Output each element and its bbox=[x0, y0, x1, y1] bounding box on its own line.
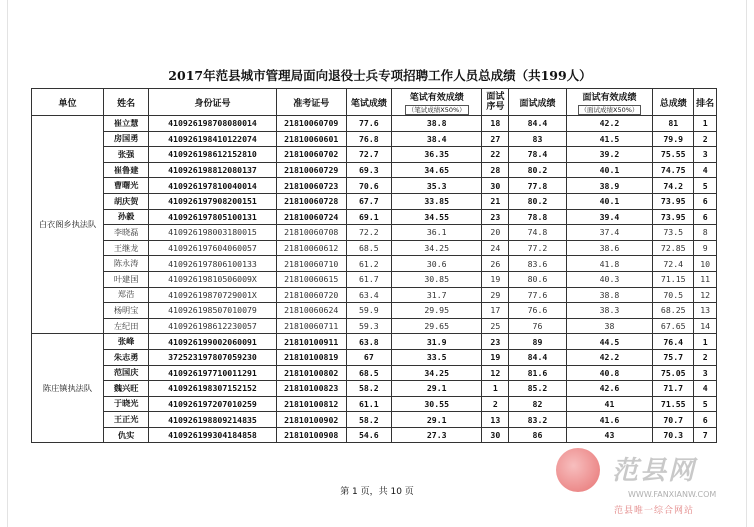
cell-interview-effective: 39.4 bbox=[566, 209, 652, 225]
cell-written-effective: 33.5 bbox=[391, 349, 482, 365]
cell-interview: 84.4 bbox=[509, 116, 567, 132]
cell-written-effective: 29.95 bbox=[391, 303, 482, 319]
cell-ticket: 21810060728 bbox=[276, 193, 346, 209]
cell-id: 410926199304184858 bbox=[149, 427, 277, 443]
cell-seq: 25 bbox=[482, 318, 509, 334]
watermark-brand: 范县网 bbox=[612, 456, 697, 486]
cell-seq: 22 bbox=[482, 147, 509, 163]
cell-written-effective: 29.1 bbox=[391, 412, 482, 428]
cell-written: 61.1 bbox=[346, 396, 391, 412]
header-interview-effective-label: 面试有效成绩 bbox=[582, 93, 637, 103]
cell-total: 72.85 bbox=[653, 240, 694, 256]
cell-total: 72.4 bbox=[653, 256, 694, 272]
cell-seq: 12 bbox=[482, 365, 509, 381]
table-row bbox=[32, 147, 717, 163]
table-row bbox=[32, 303, 717, 319]
score-table bbox=[31, 88, 717, 443]
cell-total: 79.9 bbox=[653, 131, 694, 147]
cell-interview-effective: 40.1 bbox=[566, 193, 652, 209]
table-row bbox=[32, 240, 717, 256]
cell-id: 410926197207010259 bbox=[149, 396, 277, 412]
cell-written: 67.7 bbox=[346, 193, 391, 209]
cell-written: 59.3 bbox=[346, 318, 391, 334]
cell-rank: 6 bbox=[694, 412, 717, 428]
cell-written: 72.7 bbox=[346, 147, 391, 163]
cell-written: 61.7 bbox=[346, 271, 391, 287]
cell-interview-effective: 42.2 bbox=[566, 349, 652, 365]
cell-interview-effective: 40.1 bbox=[566, 162, 652, 178]
cell-written-effective: 35.3 bbox=[391, 178, 482, 194]
cell-interview-effective: 42.6 bbox=[566, 381, 652, 397]
cell-written-effective: 34.25 bbox=[391, 240, 482, 256]
cell-interview: 85.2 bbox=[509, 381, 567, 397]
cell-written: 69.3 bbox=[346, 162, 391, 178]
header-seq-label: 面试序号 bbox=[486, 92, 505, 112]
cell-id: 410926197710011291 bbox=[149, 365, 277, 381]
cell-interview-effective: 41.8 bbox=[566, 256, 652, 272]
cell-name: 杨明宝 bbox=[103, 303, 148, 319]
page-footer: 第 1 页，共 10 页 bbox=[340, 487, 414, 497]
cell-unit: 陈庄镇执法队 bbox=[32, 334, 104, 443]
header-ticket: 准考证号 bbox=[276, 89, 346, 116]
cell-written-effective: 34.65 bbox=[391, 162, 482, 178]
table-body bbox=[32, 116, 717, 443]
table-row bbox=[32, 349, 717, 365]
cell-seq: 28 bbox=[482, 162, 509, 178]
cell-written-effective: 31.9 bbox=[391, 334, 482, 350]
cell-total: 74.2 bbox=[653, 178, 694, 194]
cell-interview: 77.6 bbox=[509, 287, 567, 303]
cell-rank: 1 bbox=[694, 116, 717, 132]
cell-seq: 19 bbox=[482, 271, 509, 287]
cell-rank: 12 bbox=[694, 287, 717, 303]
cell-total: 74.75 bbox=[653, 162, 694, 178]
cell-rank: 11 bbox=[694, 271, 717, 287]
cell-interview: 80.2 bbox=[509, 193, 567, 209]
cell-ticket: 21810060612 bbox=[276, 240, 346, 256]
cell-ticket: 21810060624 bbox=[276, 303, 346, 319]
cell-interview-effective: 38.8 bbox=[566, 287, 652, 303]
cell-interview-effective: 42.2 bbox=[566, 116, 652, 132]
cell-interview: 74.8 bbox=[509, 225, 567, 241]
cell-name: 左纪田 bbox=[103, 318, 148, 334]
cell-interview: 78.8 bbox=[509, 209, 567, 225]
cell-written: 67 bbox=[346, 349, 391, 365]
cell-total: 70.5 bbox=[653, 287, 694, 303]
cell-written: 76.8 bbox=[346, 131, 391, 147]
cell-ticket: 21810060710 bbox=[276, 256, 346, 272]
cell-written-effective: 29.1 bbox=[391, 381, 482, 397]
cell-total: 73.5 bbox=[653, 225, 694, 241]
cell-rank: 5 bbox=[694, 396, 717, 412]
cell-written: 58.2 bbox=[346, 412, 391, 428]
table-row bbox=[32, 209, 717, 225]
cell-ticket: 21810060711 bbox=[276, 318, 346, 334]
cell-rank: 4 bbox=[694, 162, 717, 178]
cell-id: 410926197806100133 bbox=[149, 256, 277, 272]
table-row bbox=[32, 287, 717, 303]
cell-seq: 30 bbox=[482, 427, 509, 443]
cell-ticket: 21810060723 bbox=[276, 178, 346, 194]
cell-ticket: 21810100908 bbox=[276, 427, 346, 443]
cell-written-effective: 34.25 bbox=[391, 365, 482, 381]
cell-id: 410926198812080137 bbox=[149, 162, 277, 178]
cell-written-effective: 38.4 bbox=[391, 131, 482, 147]
cell-interview: 81.6 bbox=[509, 365, 567, 381]
cell-name: 范国庆 bbox=[103, 365, 148, 381]
cell-seq: 23 bbox=[482, 209, 509, 225]
cell-interview: 83 bbox=[509, 131, 567, 147]
cell-id: 410926198612152810 bbox=[149, 147, 277, 163]
cell-written: 54.6 bbox=[346, 427, 391, 443]
header-written-effective bbox=[391, 89, 482, 116]
header-unit: 单位 bbox=[32, 89, 104, 116]
cell-ticket: 21810060708 bbox=[276, 225, 346, 241]
cell-seq: 19 bbox=[482, 349, 509, 365]
cell-ticket: 21810100812 bbox=[276, 396, 346, 412]
cell-seq: 30 bbox=[482, 178, 509, 194]
cell-interview: 77.8 bbox=[509, 178, 567, 194]
cell-seq: 29 bbox=[482, 287, 509, 303]
cell-written: 72.2 bbox=[346, 225, 391, 241]
cell-written-effective: 34.55 bbox=[391, 209, 482, 225]
cell-id: 410926198507010079 bbox=[149, 303, 277, 319]
cell-total: 70.3 bbox=[653, 427, 694, 443]
cell-name: 郑浩 bbox=[103, 287, 148, 303]
table-row bbox=[32, 365, 717, 381]
cell-interview: 89 bbox=[509, 334, 567, 350]
cell-name: 张强 bbox=[103, 147, 148, 163]
cell-written: 69.1 bbox=[346, 209, 391, 225]
cell-name: 张峰 bbox=[103, 334, 148, 350]
cell-written: 63.8 bbox=[346, 334, 391, 350]
cell-rank: 5 bbox=[694, 178, 717, 194]
cell-total: 81 bbox=[653, 116, 694, 132]
cell-id: 410926199002060091 bbox=[149, 334, 277, 350]
table-row bbox=[32, 131, 717, 147]
table-row bbox=[32, 225, 717, 241]
table-row bbox=[32, 256, 717, 272]
header-id: 身份证号 bbox=[149, 89, 277, 116]
cell-seq: 26 bbox=[482, 256, 509, 272]
header-interview: 面试成绩 bbox=[509, 89, 567, 116]
cell-interview-effective: 37.4 bbox=[566, 225, 652, 241]
cell-name: 李晓磊 bbox=[103, 225, 148, 241]
cell-rank: 2 bbox=[694, 349, 717, 365]
cell-interview: 78.4 bbox=[509, 147, 567, 163]
cell-written: 68.5 bbox=[346, 240, 391, 256]
cell-name: 房国勇 bbox=[103, 131, 148, 147]
cell-interview-effective: 40.3 bbox=[566, 271, 652, 287]
header-written: 笔试成绩 bbox=[346, 89, 391, 116]
cell-name: 孙毅 bbox=[103, 209, 148, 225]
header-written-effective-formula: （笔试成绩X50%） bbox=[405, 105, 469, 115]
cell-interview: 76 bbox=[509, 318, 567, 334]
cell-id: 372523197807059230 bbox=[149, 349, 277, 365]
cell-written: 77.6 bbox=[346, 116, 391, 132]
cell-written-effective: 30.6 bbox=[391, 256, 482, 272]
cell-seq: 13 bbox=[482, 412, 509, 428]
cell-ticket: 21810060702 bbox=[276, 147, 346, 163]
cell-seq: 24 bbox=[482, 240, 509, 256]
table-row bbox=[32, 412, 717, 428]
cell-id: 410926197805100131 bbox=[149, 209, 277, 225]
cell-name: 王正光 bbox=[103, 412, 148, 428]
cell-total: 76.4 bbox=[653, 334, 694, 350]
table-row bbox=[32, 381, 717, 397]
cell-seq: 27 bbox=[482, 131, 509, 147]
cell-written-effective: 31.7 bbox=[391, 287, 482, 303]
cell-name: 朱志勇 bbox=[103, 349, 148, 365]
cell-interview-effective: 38.3 bbox=[566, 303, 652, 319]
cell-written-effective: 30.55 bbox=[391, 396, 482, 412]
cell-interview-effective: 38 bbox=[566, 318, 652, 334]
cell-ticket: 21810100911 bbox=[276, 334, 346, 350]
cell-written-effective: 29.65 bbox=[391, 318, 482, 334]
cell-rank: 14 bbox=[694, 318, 717, 334]
cell-total: 71.55 bbox=[653, 396, 694, 412]
cell-rank: 6 bbox=[694, 193, 717, 209]
cell-interview-effective: 38.9 bbox=[566, 178, 652, 194]
cell-rank: 7 bbox=[694, 427, 717, 443]
cell-ticket: 21810060724 bbox=[276, 209, 346, 225]
cell-ticket: 21810060615 bbox=[276, 271, 346, 287]
cell-total: 73.95 bbox=[653, 209, 694, 225]
cell-rank: 4 bbox=[694, 381, 717, 397]
cell-ticket: 21810100902 bbox=[276, 412, 346, 428]
cell-ticket: 21810100819 bbox=[276, 349, 346, 365]
cell-seq: 1 bbox=[482, 381, 509, 397]
table-row bbox=[32, 116, 717, 132]
cell-id: 410926198809214835 bbox=[149, 412, 277, 428]
header-rank: 排名 bbox=[694, 89, 717, 116]
cell-written-effective: 33.85 bbox=[391, 193, 482, 209]
cell-ticket: 21810060720 bbox=[276, 287, 346, 303]
cell-total: 70.7 bbox=[653, 412, 694, 428]
cell-seq: 21 bbox=[482, 193, 509, 209]
cell-id: 410926198307152152 bbox=[149, 381, 277, 397]
document-title: 2017年范县城市管理局面向退役士兵专项招聘工作人员总成绩（共199人） bbox=[168, 68, 592, 83]
cell-rank: 6 bbox=[694, 209, 717, 225]
cell-unit: 白衣阁乡执法队 bbox=[32, 116, 104, 334]
cell-written-effective: 38.8 bbox=[391, 116, 482, 132]
cell-name: 王继龙 bbox=[103, 240, 148, 256]
cell-interview: 80.2 bbox=[509, 162, 567, 178]
cell-name: 崔立慧 bbox=[103, 116, 148, 132]
cell-interview: 83.6 bbox=[509, 256, 567, 272]
cell-interview: 86 bbox=[509, 427, 567, 443]
cell-name: 曹曙光 bbox=[103, 178, 148, 194]
header-interview-effective bbox=[566, 89, 652, 116]
cell-written: 59.9 bbox=[346, 303, 391, 319]
cell-id: 410926197810040014 bbox=[149, 178, 277, 194]
cell-id: 410926198003180015 bbox=[149, 225, 277, 241]
table-row bbox=[32, 193, 717, 209]
cell-name: 魏兴旺 bbox=[103, 381, 148, 397]
cell-total: 68.25 bbox=[653, 303, 694, 319]
table-row bbox=[32, 318, 717, 334]
cell-interview: 76.6 bbox=[509, 303, 567, 319]
table-row bbox=[32, 396, 717, 412]
watermark-slogan: 范县唯一综合网站 bbox=[614, 506, 695, 516]
cell-interview-effective: 41.5 bbox=[566, 131, 652, 147]
cell-total: 71.15 bbox=[653, 271, 694, 287]
cell-total: 71.7 bbox=[653, 381, 694, 397]
cell-rank: 1 bbox=[694, 334, 717, 350]
cell-written: 63.4 bbox=[346, 287, 391, 303]
cell-id: 410926198612230057 bbox=[149, 318, 277, 334]
cell-interview-effective: 39.2 bbox=[566, 147, 652, 163]
cell-written-effective: 36.1 bbox=[391, 225, 482, 241]
cell-ticket: 21810060601 bbox=[276, 131, 346, 147]
cell-rank: 9 bbox=[694, 240, 717, 256]
watermark-url: WWW.FANXIANW.COM bbox=[628, 490, 717, 499]
cell-name: 仇实 bbox=[103, 427, 148, 443]
header-total: 总成绩 bbox=[653, 89, 694, 116]
cell-written: 58.2 bbox=[346, 381, 391, 397]
cell-seq: 17 bbox=[482, 303, 509, 319]
header-written-effective-label: 笔试有效成绩 bbox=[409, 93, 464, 103]
cell-id: 410926198708080014 bbox=[149, 116, 277, 132]
cell-interview-effective: 40.8 bbox=[566, 365, 652, 381]
watermark-logo-icon bbox=[556, 448, 600, 492]
table-header-row bbox=[32, 89, 717, 116]
cell-interview: 80.6 bbox=[509, 271, 567, 287]
header-interview-effective-formula: （面试成绩X50%） bbox=[578, 105, 642, 115]
cell-interview: 77.2 bbox=[509, 240, 567, 256]
table-row bbox=[32, 162, 717, 178]
cell-interview: 83.2 bbox=[509, 412, 567, 428]
cell-interview-effective: 41 bbox=[566, 396, 652, 412]
cell-id: 410926197908200151 bbox=[149, 193, 277, 209]
cell-id: 410926198410122074 bbox=[149, 131, 277, 147]
cell-rank: 2 bbox=[694, 131, 717, 147]
cell-interview-effective: 41.6 bbox=[566, 412, 652, 428]
cell-interview-effective: 44.5 bbox=[566, 334, 652, 350]
table-row bbox=[32, 271, 717, 287]
watermark bbox=[540, 440, 740, 520]
cell-interview-effective: 43 bbox=[566, 427, 652, 443]
header-seq bbox=[482, 89, 509, 116]
cell-seq: 18 bbox=[482, 116, 509, 132]
cell-total: 73.95 bbox=[653, 193, 694, 209]
cell-name: 叶建国 bbox=[103, 271, 148, 287]
cell-written-effective: 27.3 bbox=[391, 427, 482, 443]
cell-total: 67.65 bbox=[653, 318, 694, 334]
cell-ticket: 21810100823 bbox=[276, 381, 346, 397]
cell-written: 61.2 bbox=[346, 256, 391, 272]
cell-rank: 13 bbox=[694, 303, 717, 319]
cell-rank: 10 bbox=[694, 256, 717, 272]
cell-interview: 82 bbox=[509, 396, 567, 412]
cell-ticket: 21810100802 bbox=[276, 365, 346, 381]
table-row bbox=[32, 178, 717, 194]
cell-name: 崔鲁建 bbox=[103, 162, 148, 178]
header-name: 姓名 bbox=[103, 89, 148, 116]
cell-seq: 23 bbox=[482, 334, 509, 350]
cell-seq: 2 bbox=[482, 396, 509, 412]
cell-interview-effective: 38.6 bbox=[566, 240, 652, 256]
cell-ticket: 21810060709 bbox=[276, 116, 346, 132]
cell-total: 75.05 bbox=[653, 365, 694, 381]
cell-written: 68.5 bbox=[346, 365, 391, 381]
cell-ticket: 21810060729 bbox=[276, 162, 346, 178]
cell-total: 75.55 bbox=[653, 147, 694, 163]
cell-rank: 3 bbox=[694, 147, 717, 163]
cell-written-effective: 36.35 bbox=[391, 147, 482, 163]
cell-seq: 20 bbox=[482, 225, 509, 241]
cell-written: 70.6 bbox=[346, 178, 391, 194]
cell-id: 41092619810506009X bbox=[149, 271, 277, 287]
cell-total: 75.7 bbox=[653, 349, 694, 365]
cell-written-effective: 30.85 bbox=[391, 271, 482, 287]
table-row bbox=[32, 334, 717, 350]
cell-rank: 8 bbox=[694, 225, 717, 241]
cell-name: 陈永涛 bbox=[103, 256, 148, 272]
cell-id: 41092619870729001X bbox=[149, 287, 277, 303]
cell-name: 于晓光 bbox=[103, 396, 148, 412]
cell-id: 410926197604060057 bbox=[149, 240, 277, 256]
cell-interview: 84.4 bbox=[509, 349, 567, 365]
cell-rank: 3 bbox=[694, 365, 717, 381]
cell-name: 胡庆贺 bbox=[103, 193, 148, 209]
